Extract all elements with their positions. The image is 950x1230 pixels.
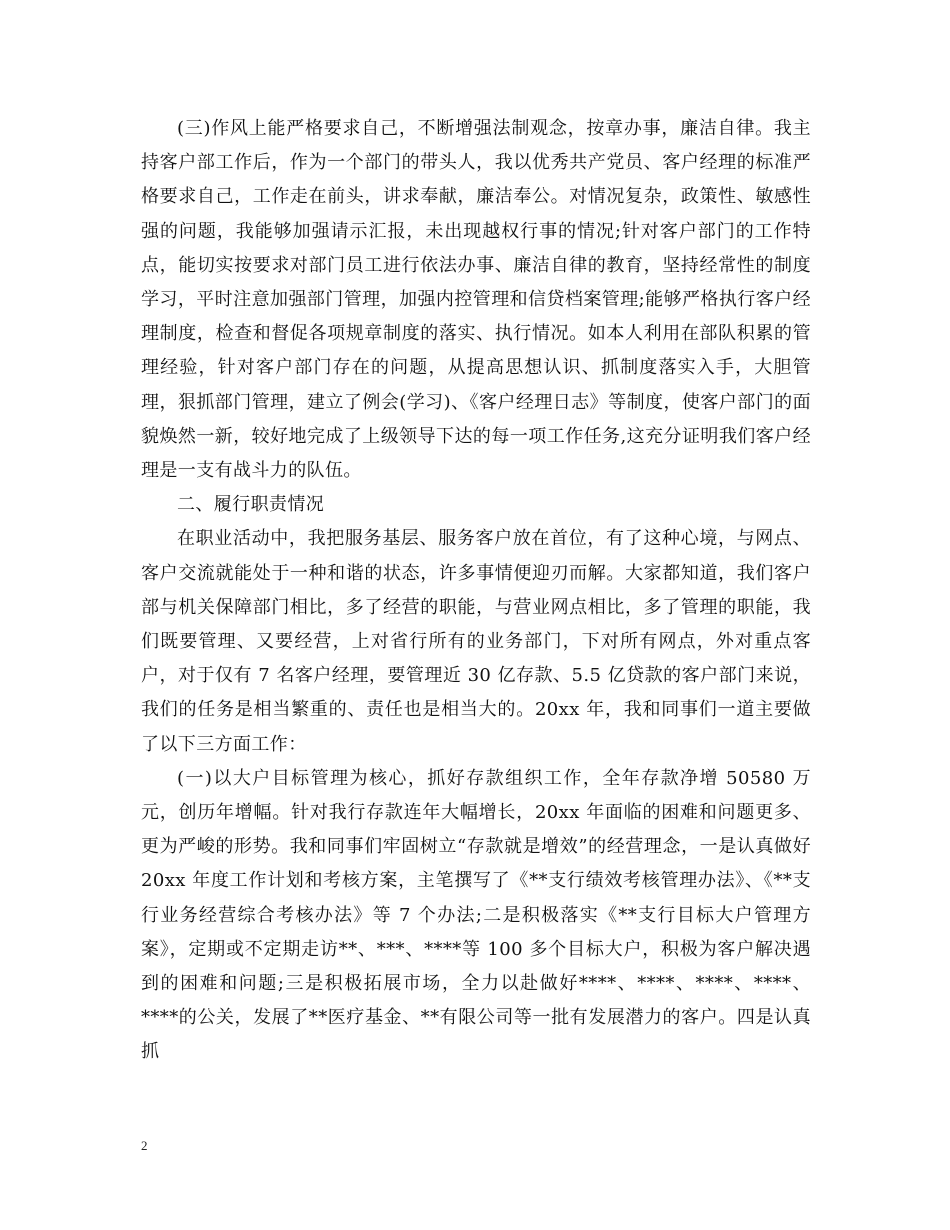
paragraph-duties-overview: 在职业活动中，我把服务基层、服务客户放在首位，有了这种心境，与网点、客户交流就能处于一种和谐的状态，许多事情便迎刃而解。大家都知道，我们客户部与机关保障部门相比，多了经营的职能，与营业网点相比，多了管理的职能，我们既要管理、又要经营，上对省行所有的业务部门，下对所有网点，外对重点客户，对于仅有 7 名客户经理，要管理近 30 亿存款、5.5 亿贷款的客户部门来说，我们的任务是相当繁重的、责任也是相当大的。20xx 年，我和同事们一道主要做了以下三方面工作： bbox=[141, 528, 811, 755]
paragraph-conduct-discipline: (三)作风上能严格要求自己，不断增强法制观念，按章办事，廉洁自律。我主持客户部工作后，作为一个部门的带头人，我以优秀共产党员、客户经理的标准严格要求自己，工作走在前头，讲求奉献，廉洁奉公。对情况复杂，政策性、敏感性强的问题，我能够加强请示汇报，未出现越权行事的情况;针对客户部门的工作特点，能切实按要求对部门员工进行依法办事、廉洁自律的教育，坚持经常性的制度学习，平时注意加强部门管理，加强内控管理和信贷档案管理;能够严格执行客户经理制度，检查和督促各项规章制度的落实、执行情况。如本人利用在部队积累的管理经验，针对客户部门存在的问题，从提高思想认识、抓制度落实入手，大胆管理，狠抓部门管理，建立了例会(学习)、《客户经理日志》等制度，使客户部门的面貌焕然一新，较好地完成了上级领导下达的每一项工作任务,这充分证明我们客户经理是一支有战斗力的队伍。 bbox=[141, 118, 811, 482]
paragraph-deposit-work: (一)以大户目标管理为核心，抓好存款组织工作，全年存款净增 50580 万元，创历年增幅。针对我行存款连年大幅增长，20xx 年面临的困难和问题更多、更为严峻的形势。我和同事们牢固树立“存款就是增效”的经营理念，一是认真做好 20xx 年度工作计划和考核方案，主笔撰写了《**支行绩效考核管理办法》、《**支行业务经营综合考核办法》等 7 个办法;二是积极落实《**支行目标大户管理方案》，定期或不定期走访**、***、****等 100 多个目标大户，积极为客户解决遇到的困难和问题;三是积极拓展市场，全力以赴做好****、****、****、****、****的公关，发展了**医疗基金、**有限公司等一批有发展潜力的客户。四是认真抓 bbox=[141, 767, 811, 1063]
section-heading-duties: 二、履行职责情况 bbox=[177, 494, 325, 516]
page-number: 2 bbox=[141, 1138, 148, 1153]
document-body bbox=[141, 112, 811, 1070]
